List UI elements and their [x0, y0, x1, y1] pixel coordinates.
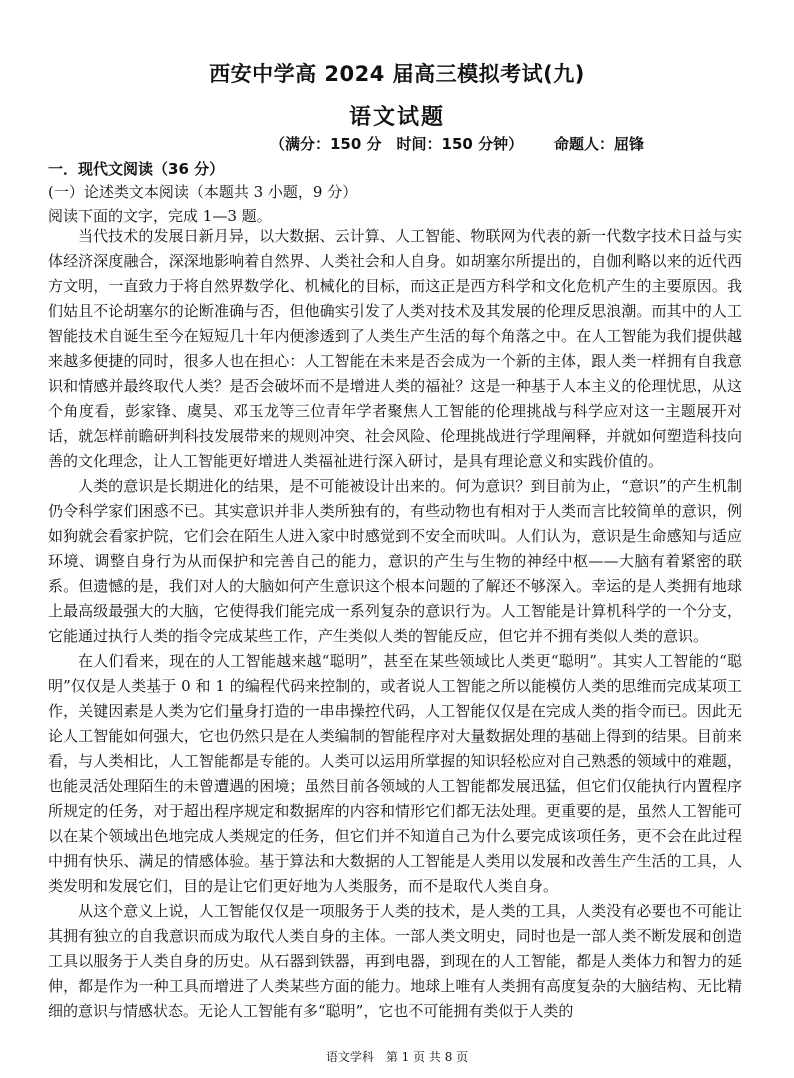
paragraph: 在人们看来，现在的人工智能越来越“聪明”，甚至在某些领域比人类更“聪明”。其实人工智能的“聪明”仅仅是人类基于 0 和 1 的编程代码来控制的，或者说人工智能之所以能模仿人类的思维而完成某项工作，关键因素是人类为它们量身打造的一串串操控代码，人工智能仅仅是在完成人类的指令而已。因此无论人工智能如何强大，它也仍然只是在人类编制的智能程序对大量数据处理的基础上得到的结果。目前来看，与人类相比，人工智能都是专能的。人类可以运用所掌握的知识轻松应对自己熟悉的领域中的难题，也能灵活处理陌生的未曾遭遇的困境；虽然目前各领域的人工智能都发展迅猛，但它们仅能执行内置程序所规定的任务，对于超出程序规定和数据库的内容和情形它们都无法处理。更重要的是，虽然人工智能可以在某个领域出色地完成人类规定的任务，但它们并不知道自己为什么要完成该项任务，更不会在此过程中拥有快乐、满足的情感体验。基于算法和大数据的人工智能是人类用以发展和改善生产生活的工具，人类发明和发展它们，目的是让它们更好地为人类服务，而不是取代人类自身。: [48, 652, 742, 895]
exam-title: 西安中学高 2024 届高三模拟考试(九): [209, 62, 585, 86]
author-info: 命题人：屈锋: [554, 135, 645, 153]
paragraph: 当代技术的发展日新月异，以大数据、云计算、人工智能、物联网为代表的新一代数字技术日益与实体经济深度融合，深深地影响着自然界、人类社会和人自身。如胡塞尔所提出的，自伽利略以来的近代西方文明，一直致力于将自然界数学化、机械化的目标，而这正是西方科学和文化危机产生的主要原因。我们姑且不论胡塞尔的论断准确与否，但他确实引发了人类对技术及其发展的伦理反思浪潮。而其中的人工智能技术自诞生至今在短短几十年内便渗透到了人类生产生活的每个角落之中。在人工智能为我们提供越来越多便捷的同时，很多人也在担心：人工智能在未来是否会成为一个新的主体，跟人类一样拥有自我意识和情感并最终取代人类？是否会破坏而不是增进人类的福祉？这是一种基于人本主义的伦理忧思，从这个角度看，彭家锋、虞昊、邓玉龙等三位青年学者聚焦人工智能的伦理挑战与科学应对这一主题展开对话，就怎样前瞻研判科技发展带来的规则冲突、社会风险、伦理挑战进行学理阐释，并就如何塑造科技向善的文化理念，让人工智能更好增进人类福祉进行深入研讨，是具有理论意义和实践价值的。: [48, 227, 742, 470]
score-time-info: （满分：150 分 时间：150 分钟）: [270, 135, 524, 153]
subject-title: 语文试题: [348, 104, 445, 130]
passage-body: [48, 224, 742, 1024]
subsection-title: (一）论述类文本阅读（本题共 3 小题，9 分）: [48, 183, 358, 201]
paragraph: 人类的意识是长期进化的结果，是不可能被设计出来的。何为意识？到目前为止，“意识”的产生机制仍令科学家们困惑不已。其实意识并非人类所独有的，有些动物也有相对于人类而言比较简单的意识，例如狗就会看家护院，它们会在陌生人进入家中时感觉到不安全而吠叫。人们认为，意识是生命感知与适应环境、调整自身行为从而保护和完善自己的能力，意识的产生与生物的神经中枢——大脑有着紧密的联系。但遗憾的是，我们对人的大脑如何产生意识这个根本问题的了解还不够深入。幸运的是人类拥有地球上最高级最强大的大脑，它使得我们能完成一系列复杂的意识行为。人工智能是计算机科学的一个分支，它能通过执行人类的指令完成某些工作，产生类似人类的智能反应，但它并不拥有类似人类的意识。: [48, 477, 742, 645]
section-title: 一．现代文阅读（36 分）: [48, 160, 225, 178]
reading-instruction: 阅读下面的文字，完成 1—3 题。: [48, 207, 272, 225]
page-footer: 语文学科 第 1 页 共 8 页: [325, 1050, 469, 1064]
exam-meta: [270, 133, 645, 154]
paragraph: 从这个意义上说，人工智能仅仅是一项服务于人类的技术，是人类的工具，人类没有必要也不可能让其拥有独立的自我意识而成为取代人类自身的主体。一部人类文明史，同时也是一部人类不断发展和创造工具以服务于人类自身的历史。从石器到铁器，再到电器，到现在的人工智能，都是人类体力和智力的延伸，都是作为一种工具而增进了人类某些方面的能力。地球上唯有人类拥有高度复杂的大脑结构、无比精细的意识与情感状态。无论人工智能有多“聪明”，它也不可能拥有类似于人类的: [48, 902, 742, 1020]
